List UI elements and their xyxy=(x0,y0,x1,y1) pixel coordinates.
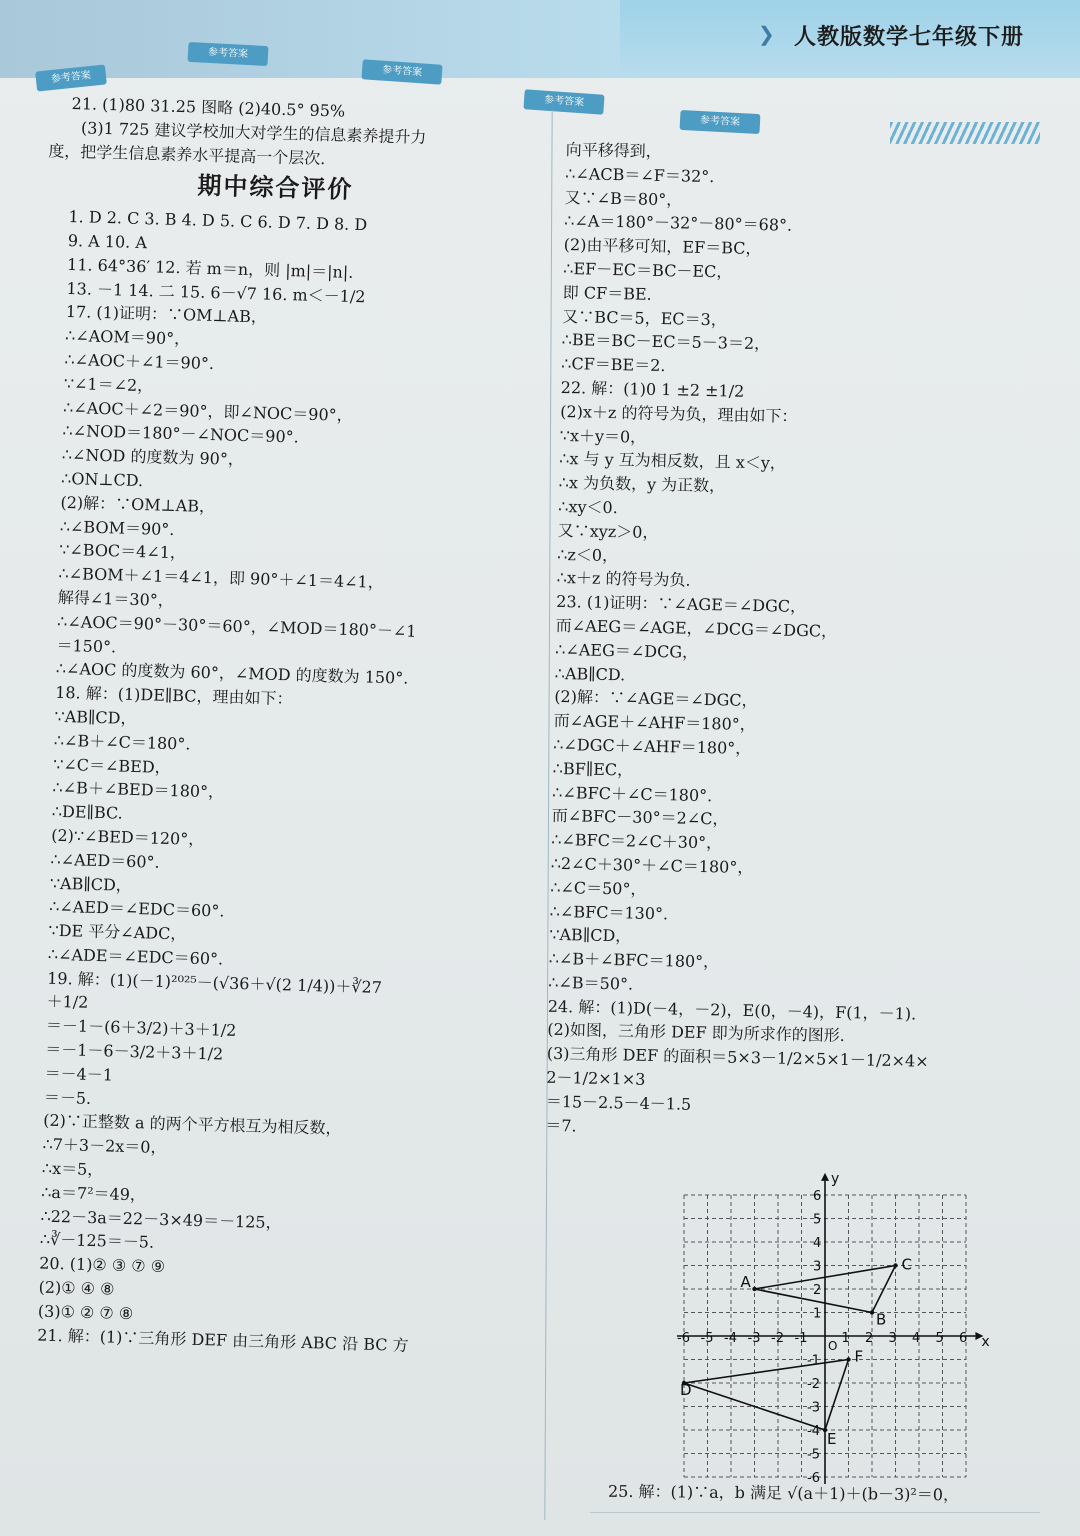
answer-line: ＝－1－6－3/2＋3＋1/2 xyxy=(44,1039,224,1064)
answer-line: ∴∠B＝50°. xyxy=(548,972,634,994)
point-label-d: D xyxy=(680,1381,692,1399)
answer-line: ∴∛－125＝－5. xyxy=(39,1230,155,1253)
answer-line: ∴x＋z 的符号为负. xyxy=(556,568,691,591)
answer-line: 20. (1)② ③ ⑦ ⑨ xyxy=(39,1253,166,1277)
y-tick-label: -6 xyxy=(807,1471,820,1486)
decorative-hatch xyxy=(890,122,1040,144)
point-label-c: C xyxy=(901,1255,912,1274)
answer-line: ∴∠AED＝60°. xyxy=(50,849,160,872)
answer-line: (3)1 725 建议学校加大对学生的信息素养提升力 xyxy=(80,118,427,147)
answer-line: ∴x＝5， xyxy=(41,1158,104,1180)
x-tick-label: -2 xyxy=(771,1331,784,1346)
x-tick-label: 5 xyxy=(935,1331,944,1346)
answer-line: 21. (1)80 31.25 图略 (2)40.5° 95% xyxy=(71,93,346,121)
answer-line: 2－1/2×1×3 xyxy=(546,1067,646,1089)
answer-line: ∴∠NOD＝180°－∠NOC＝90°. xyxy=(62,421,300,447)
answer-line: 即 CF＝BE. xyxy=(562,282,652,304)
x-tick-label: -6 xyxy=(677,1331,690,1346)
answer-line: (2)∵∠BED＝120°， xyxy=(50,825,205,849)
point-label-e: E xyxy=(827,1430,837,1448)
x-tick-label: 2 xyxy=(865,1331,874,1346)
y-tick-label: 2 xyxy=(813,1283,822,1298)
section-heading: 期中综合评价 xyxy=(197,171,354,205)
answer-line: 又∵BC＝5，EC＝3， xyxy=(562,306,728,329)
answer-line: 11. 64°36′ 12. 若 m＝n，则 |m|＝|n|. xyxy=(66,254,354,282)
coordinate-grid xyxy=(660,1158,990,1486)
answer-line: 向平移得到， xyxy=(565,139,662,162)
answer-line: 22. 解：(1)0 1 ±2 ±1/2 xyxy=(560,377,745,401)
y-axis-label: y xyxy=(831,1170,840,1187)
answer-line: ∴∠BFC＝130°. xyxy=(549,901,669,923)
answer-line: ∴ON⊥CD. xyxy=(60,468,144,491)
x-axis-label: x xyxy=(981,1334,990,1350)
answer-line: ∴∠AED＝∠EDC＝60°. xyxy=(48,896,225,921)
x-tick-label: 3 xyxy=(888,1331,897,1346)
answer-line: ∴∠BOM＋∠1＝4∠1，即 90°＋∠1＝4∠1， xyxy=(58,563,384,593)
answer-line: ∴DE∥BC. xyxy=(51,801,124,823)
answer-line: ∴7＋3－2x＝0， xyxy=(42,1134,167,1158)
answer-line: ∴BF∥EC， xyxy=(552,758,634,780)
y-axis-arrow xyxy=(821,1173,829,1181)
answer-line: ∵∠C＝∠BED， xyxy=(52,754,171,777)
x-tick-label: -3 xyxy=(747,1331,761,1346)
answer-line: ∴∠DGC＋∠AHF＝180°， xyxy=(553,734,752,758)
answer-line: ＝7. xyxy=(545,1115,577,1136)
answer-line: ∴∠AOC 的度数为 60°，∠MOD 的度数为 150°. xyxy=(55,659,409,688)
answer-line: ∴xy＜0. xyxy=(558,496,618,518)
point-label-a: A xyxy=(740,1273,751,1291)
answer-line: ∴x 与 y 互为相反数，且 x＜y， xyxy=(559,449,787,474)
answer-line: ∴AB∥CD. xyxy=(554,663,626,684)
chevron-icon: ❯ xyxy=(758,22,775,46)
answer-line: ∴z＜0， xyxy=(557,544,619,565)
answer-line: ＝15－2.5－4－1.5 xyxy=(545,1091,692,1114)
point-f xyxy=(846,1357,850,1361)
answer-line: ∴EF－EC＝BC－EC， xyxy=(563,258,733,282)
answer-line: ＝－4－1 xyxy=(44,1063,114,1085)
answer-line: 1. D 2. C 3. B 4. D 5. C 6. D 7. D 8. D xyxy=(68,207,368,235)
answer-line: 而∠AGE＋∠AHF＝180°， xyxy=(553,710,756,735)
answer-line: 而∠BFC－30°＝2∠C， xyxy=(551,806,729,829)
answer-line: ∴∠B＋∠BED＝180°， xyxy=(52,778,225,802)
y-tick-label: 5 xyxy=(813,1212,822,1228)
answer-line: (3)三角形 DEF 的面积＝5×3－1/2×5×1－1/2×4× xyxy=(546,1044,929,1072)
y-tick-label: -3 xyxy=(807,1400,820,1416)
x-tick-label: -4 xyxy=(724,1331,737,1346)
book-title: 人教版数学七年级下册 xyxy=(793,25,1024,50)
x-tick-label: -5 xyxy=(700,1331,714,1346)
answer-line: 23. (1)证明：∵∠AGE＝∠DGC， xyxy=(556,592,807,617)
y-tick-label: 3 xyxy=(813,1259,822,1275)
answer-line: 25. 解：(1)∵a，b 满足 √(a＋1)＋(b－3)²＝0， xyxy=(607,1481,960,1505)
right-column xyxy=(545,138,1046,1147)
answer-line: ∴2∠C＋30°＋∠C＝180°， xyxy=(550,853,754,877)
answer-line: ∴∠BOM＝90°. xyxy=(59,516,175,539)
answer-line: ∴∠B＋∠BFC＝180°， xyxy=(548,948,720,972)
right-answer-lines xyxy=(545,138,1046,1147)
answer-line: ∴∠AOM＝90°， xyxy=(64,326,191,349)
y-tick-label: -1 xyxy=(807,1353,820,1369)
answer-line: (3)① ② ⑦ ⑧ xyxy=(37,1301,134,1324)
triangle-def xyxy=(684,1360,849,1431)
answer-line: (2)解：∵OM⊥AB， xyxy=(60,492,216,516)
answer-line: 又∵∠B＝80°， xyxy=(564,187,683,210)
answer-line: ∴BE＝BC－EC＝5－3＝2， xyxy=(561,330,771,354)
y-tick-label: -5 xyxy=(807,1447,820,1463)
ribbon-label: 参考答案 xyxy=(188,42,269,66)
answer-line: ∴CF＝BE＝2. xyxy=(561,354,666,376)
answer-line: ∴22－3a＝22－3×49＝－125， xyxy=(40,1206,282,1232)
answer-line: 13. －1 14. 二 15. 6－√7 16. m＜－1/2 xyxy=(66,278,366,306)
answer-line: ∴∠AOC＋∠2＝90°，即∠NOC＝90°， xyxy=(62,397,353,425)
ribbon-label: 参考答案 xyxy=(361,59,442,85)
answer-line: ∴x 为负数，y 为正数， xyxy=(558,473,726,496)
answer-line: ∴∠ADE＝∠EDC＝60°. xyxy=(47,944,224,969)
answer-line: (2)x＋z 的符号为负，理由如下： xyxy=(560,401,798,426)
answer-line: ∵AB∥CD， xyxy=(549,925,632,946)
ribbon-label: 参考答案 xyxy=(680,110,761,134)
answer-line: 9. A 10. A xyxy=(67,230,148,253)
x-tick-label: -1 xyxy=(794,1331,808,1346)
coordinate-figure xyxy=(660,1158,990,1486)
answer-line: 17. (1)证明：∵OM⊥AB， xyxy=(65,302,268,327)
answer-line: ∴∠BFC＝2∠C＋30°， xyxy=(551,829,723,853)
answer-line: ∴∠ACB＝∠F＝32°. xyxy=(565,163,715,186)
answer-line: 18. 解：(1)DE∥BC，理由如下： xyxy=(54,682,293,709)
answer-line: ∵x＋y＝0， xyxy=(559,425,647,447)
answer-line: (2)解：∵∠AGE＝∠DGC， xyxy=(554,687,758,711)
y-tick-label: 1 xyxy=(813,1306,822,1322)
ribbon-label: 参考答案 xyxy=(523,89,604,115)
point-b xyxy=(870,1310,874,1314)
y-tick-label: 6 xyxy=(813,1189,822,1204)
answer-line: 而∠AEG＝∠AGE，∠DCG＝∠DGC， xyxy=(555,615,838,641)
answer-line: ＝－1－(6＋3/2)＋3＋1/2 xyxy=(45,1015,237,1041)
answer-line: 21. 解：(1)∵三角形 DEF 由三角形 ABC 沿 BC 方 xyxy=(37,1325,409,1355)
point-c xyxy=(893,1263,897,1267)
x-tick-label: 1 xyxy=(841,1331,850,1346)
answer-line: ＝－5. xyxy=(43,1087,92,1108)
y-tick-label: 4 xyxy=(813,1236,822,1251)
answer-line: ∵AB∥CD， xyxy=(49,873,133,895)
answer-line: ∴∠B＋∠C＝180°. xyxy=(53,730,191,754)
answer-line: 又∵xyz＞0， xyxy=(557,520,659,542)
answer-line: (2)由平移可知，EF＝BC， xyxy=(563,235,762,259)
final-line-wrap xyxy=(608,1480,1048,1508)
left-column xyxy=(37,92,542,1360)
answer-line: 19. 解：(1)(－1)²⁰²⁵－(√36＋√(2 1/4))＋∛27 xyxy=(46,968,383,997)
y-tick-label: -2 xyxy=(807,1377,820,1392)
x-tick-label: 6 xyxy=(959,1331,968,1346)
y-tick-label: -4 xyxy=(807,1424,820,1439)
answer-line: (2)① ④ ⑧ xyxy=(38,1277,115,1299)
answer-line: ∴∠A＝180°－32°－80°＝68°. xyxy=(564,211,793,236)
answer-line: ∵∠BOC＝4∠1， xyxy=(58,540,187,563)
point-label-f: F xyxy=(854,1347,864,1366)
answer-line: ＋1/2 xyxy=(46,992,89,1013)
answer-line: ∴∠NOD 的度数为 90°， xyxy=(61,445,245,470)
answer-line: ∴∠BFC＋∠C＝180°. xyxy=(552,782,713,805)
answer-line: 度，把学生信息素养水平提高一个层次. xyxy=(48,140,326,168)
ribbon-label: 参考答案 xyxy=(35,64,107,91)
footer-rule xyxy=(590,1512,1040,1513)
answer-line: ∵∠1＝∠2， xyxy=(63,373,154,396)
answer-line: ＝150°. xyxy=(56,635,117,656)
answer-line: (2)如图，三角形 DEF 即为所求作的图形. xyxy=(547,1020,846,1046)
x-tick-label: 4 xyxy=(912,1331,921,1346)
origin-label: O xyxy=(828,1339,838,1353)
answer-line: ∴∠AOC＋∠1＝90°. xyxy=(64,349,215,374)
answer-line: ∴∠AEG＝∠DCG， xyxy=(555,639,699,662)
point-a xyxy=(752,1287,756,1291)
point-label-b: B xyxy=(876,1310,887,1329)
answer-line: ∴∠C＝50°， xyxy=(550,877,647,899)
left-answer-lines xyxy=(37,205,539,1360)
answer-line: ∵DE 平分∠ADC， xyxy=(48,920,187,944)
answer-line: ∵AB∥CD， xyxy=(54,706,137,728)
answer-line: ∴∠AOC＝90°－30°＝60°，∠MOD＝180°－∠1 xyxy=(56,611,417,641)
header-band xyxy=(0,0,1080,78)
answer-line: (2)∵正整数 a 的两个平方根互为相反数， xyxy=(43,1111,342,1139)
answer-line: ∴a＝7²＝49， xyxy=(41,1182,147,1205)
answer-line: 24. 解：(1)D(－4，－2)，E(0，－4)，F(1，－1). xyxy=(547,996,917,1024)
answer-line: 解得∠1＝30°， xyxy=(57,587,175,610)
